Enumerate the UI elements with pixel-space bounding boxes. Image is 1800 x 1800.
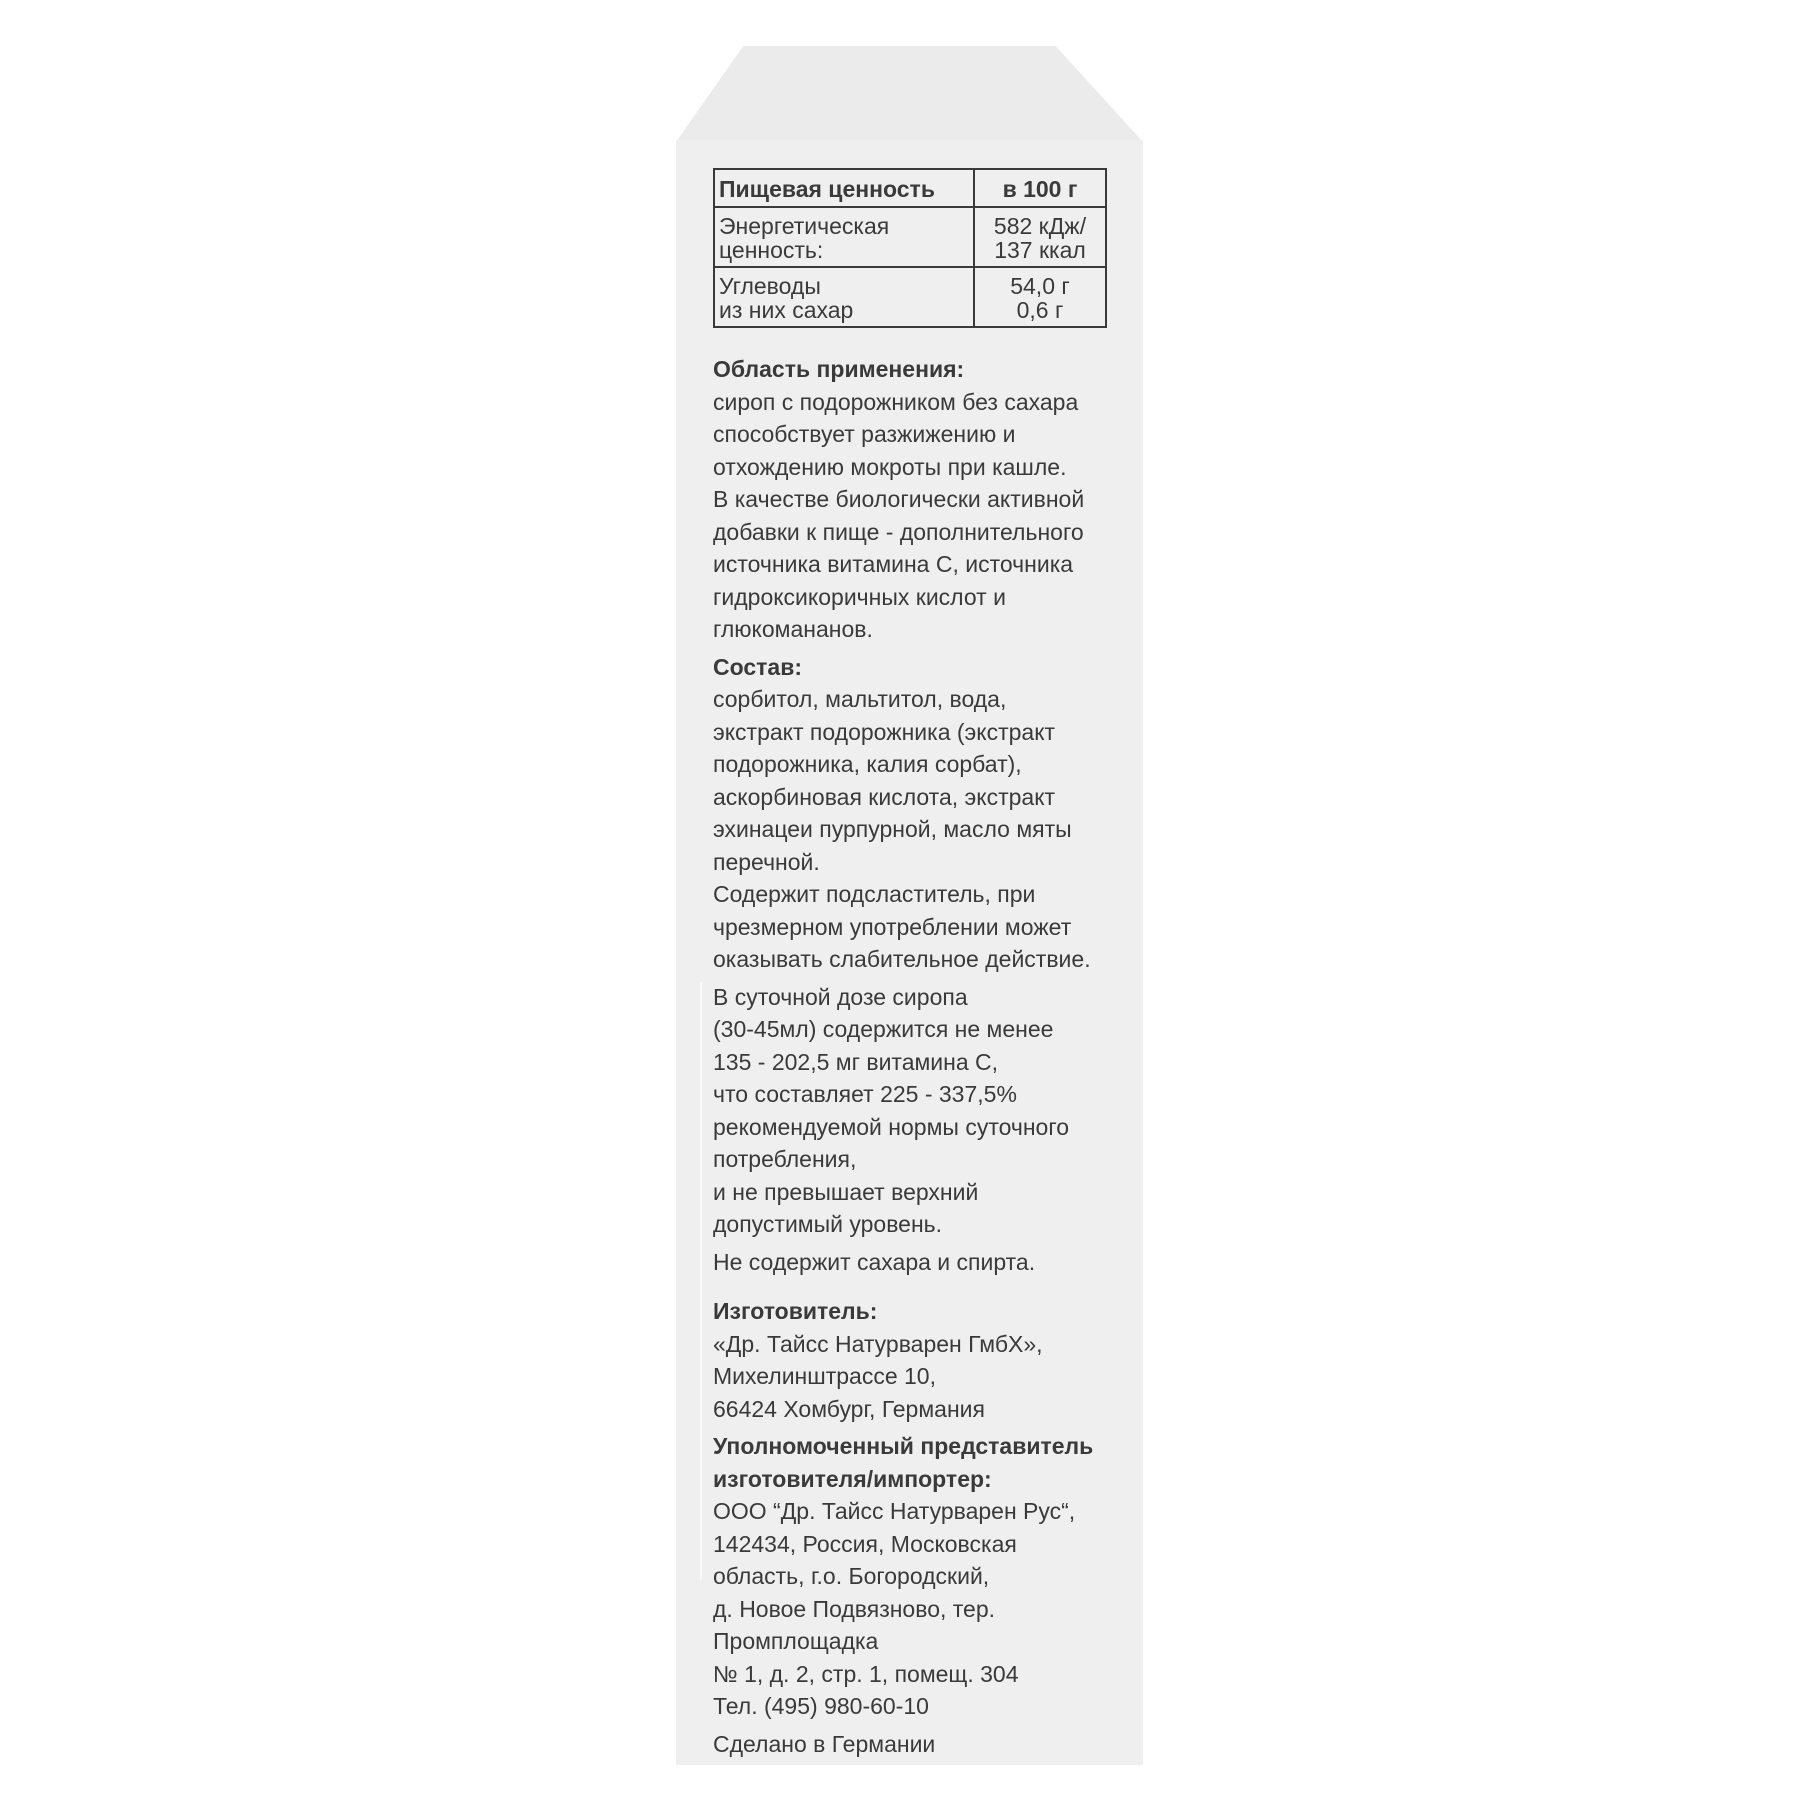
warning-line: оказывать слабительное действие. (713, 946, 1091, 972)
manufacturer-line: «Др. Тайсс Натурварен ГмбХ», (713, 1330, 1043, 1357)
composition-line: эхинацеи пурпурной, масло мяты (713, 816, 1072, 842)
representative-line: № 1, д. 2, стр. 1, помещ. 304 (713, 1660, 1019, 1687)
manufacturer-line: 66424 Хомбург, Германия (713, 1395, 985, 1422)
origin-line: Сделано в Германии (713, 1730, 936, 1757)
manufacturer-section (713, 1295, 1121, 1425)
usage-line: способствует разжижению и (713, 421, 1016, 447)
dose-section (713, 981, 1121, 1241)
representative-title: Уполномоченный представитель (713, 1433, 1094, 1459)
nutrition-value-line: 137 ккал (994, 237, 1086, 263)
nutrition-value-line: 582 кДж/ (993, 213, 1087, 239)
panel-edge-highlight (700, 982, 702, 1580)
representative-line: Промплощадка (713, 1628, 879, 1654)
nutrition-label-line: из них сахар (719, 297, 854, 323)
usage-title: Область применения: (713, 356, 965, 382)
nutrition-value-line: 54,0 г (1010, 273, 1070, 299)
composition-section (713, 651, 1121, 976)
dose-line: 135 - 202,5 мг витамина С, (713, 1048, 999, 1075)
nutrition-value (974, 267, 1106, 327)
dose-line: В суточной дозе сиропа (713, 983, 968, 1010)
nutrition-label (714, 267, 974, 327)
dose-line: рекомендуемой нормы суточного (713, 1113, 1070, 1140)
manufacturer-title: Изготовитель: (713, 1298, 878, 1324)
nutrition-label (714, 207, 974, 267)
usage-line: гидроксикоричных кислот и (713, 583, 1006, 610)
representative-line: ООО “Др. Тайсс Натурварен Рус“, (713, 1498, 1076, 1524)
nutrition-header-row (714, 169, 1106, 207)
composition-line: перечной. (713, 848, 820, 875)
usage-line: добавки к пище - дополнительного (713, 518, 1084, 545)
dose-line: (30-45мл) содержится не менее (713, 1016, 1054, 1042)
nutrition-header-label: Пищевая ценность (714, 169, 974, 207)
usage-line: сироп с подорожником без сахара (713, 388, 1079, 415)
usage-line: источника витамина С, источника (713, 551, 1074, 577)
usage-line: отхождению мокроты при кашле. (713, 453, 1067, 480)
nutrition-row-carbs (714, 267, 1106, 327)
phone-line: Тел. (495) 980-60-10 (713, 1693, 929, 1719)
nutrition-label-line: Углеводы (719, 273, 821, 299)
nutrition-label-line: ценность: (719, 237, 824, 263)
nutrition-value-line: 0,6 г (1016, 297, 1064, 323)
usage-line: В качестве биологически активной (713, 486, 1085, 512)
origin-statement (713, 1728, 1121, 1761)
representative-section (713, 1430, 1121, 1723)
dose-line: потребления, (713, 1146, 857, 1172)
representative-line: 142434, Россия, Московская (713, 1530, 1017, 1557)
composition-line: сорбитол, мальтитол, вода, (713, 686, 1007, 712)
representative-line: д. Новое Подвязново, тер. (713, 1595, 996, 1622)
package-top-flap (676, 46, 1143, 142)
label-content (713, 168, 1121, 1760)
manufacturer-line: Михелинштрассе 10, (713, 1363, 936, 1389)
composition-line: аскорбиновая кислота, экстракт (713, 783, 1056, 810)
nutrition-row-energy (714, 207, 1106, 267)
dose-line: и не превышает верхний (713, 1178, 979, 1205)
nutrition-header-value: в 100 г (974, 169, 1106, 207)
representative-line: область, г.о. Богородский, (713, 1563, 990, 1589)
usage-line: глюкомананов. (713, 616, 873, 642)
usage-section (713, 353, 1121, 646)
warning-line: чрезмерном употреблении может (713, 913, 1072, 940)
dose-line: что составляет 225 - 337,5% (713, 1081, 1017, 1107)
composition-line: экстракт подорожника (экстракт (713, 718, 1056, 745)
representative-title: изготовителя/импортер: (713, 1465, 992, 1492)
free-from-statement (713, 1246, 1121, 1279)
composition-title: Состав: (713, 653, 803, 680)
composition-line: подорожника, калия сорбат), (713, 751, 1022, 777)
warning-line: Содержит подсластитель, при (713, 881, 1036, 907)
nutrition-value (974, 207, 1106, 267)
nutrition-table (713, 168, 1107, 328)
nutrition-label-line: Энергетическая (719, 213, 890, 239)
dose-line: допустимый уровень. (713, 1211, 943, 1237)
free-from-line: Не содержит сахара и спирта. (713, 1248, 1036, 1275)
